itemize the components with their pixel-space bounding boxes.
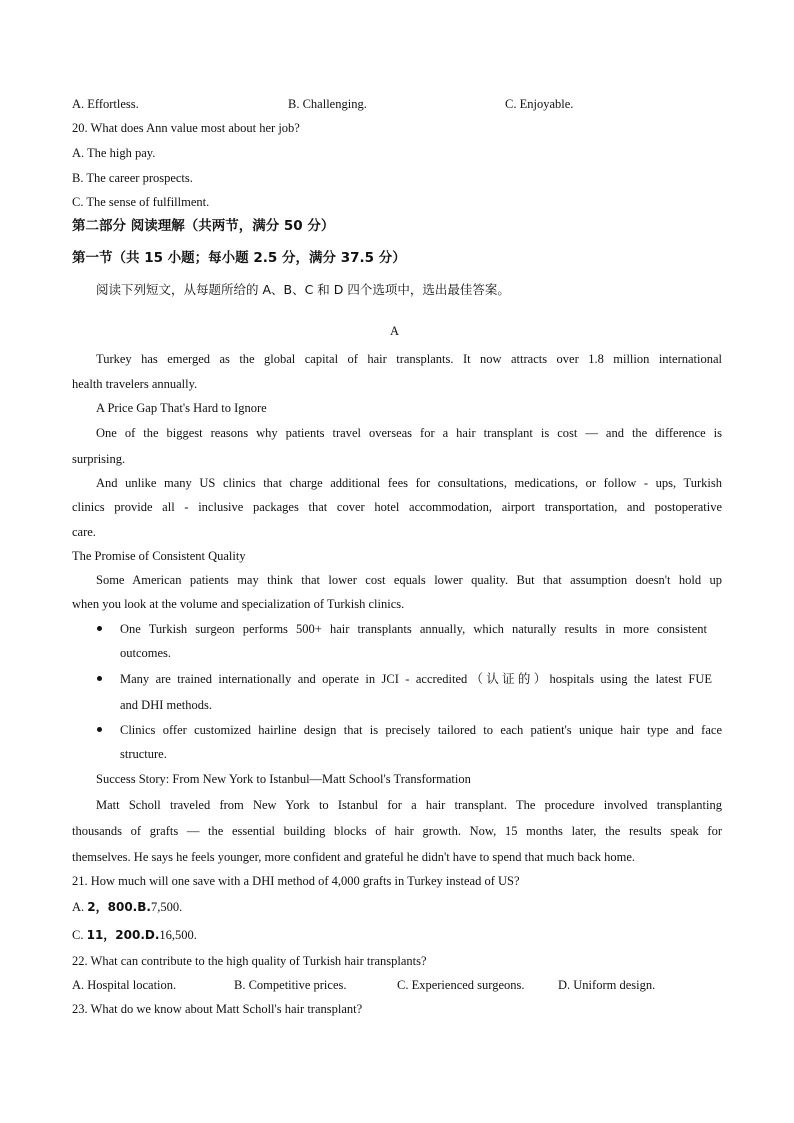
bullet-dot-2 [97, 676, 102, 681]
passage-p5-line1: Matt Scholl traveled from New York to Istanbul for a hair transplant. The procedure involved transplanting [96, 798, 722, 812]
q21-ab-prefix: A. [72, 900, 88, 914]
passage-letter: A [390, 324, 400, 338]
q21-cd-prefix: C. [72, 928, 87, 942]
bullet-1-line2: outcomes. [120, 646, 172, 660]
q21-ab-bold: 2，800.B. [87, 900, 151, 914]
q22-option-b: B. Competitive prices. [234, 978, 347, 992]
q20-option-c: C. The sense of fulfillment. [72, 195, 210, 209]
instruction: 阅读下列短文，从每题所给的 A、B、C 和 D 四个选项中，选出最佳答案。 [96, 282, 510, 297]
q23-stem: 23. What do we know about Matt Scholl's hair transplant? [72, 1002, 363, 1016]
part-title: 第二部分 阅读理解（共两节，满分 50 分） [72, 218, 335, 234]
q21-options-cd [72, 927, 197, 943]
q21-cd-rest: 16,500. [159, 928, 197, 942]
bullet-dot-3 [97, 727, 102, 732]
q19-option-c: C. Enjoyable. [505, 97, 574, 111]
q21-cd-bold: 11，200.D. [86, 928, 160, 942]
passage-p1-line1: Turkey has emerged as the global capital of hair transplants. It now attracts over 1.8 million international [96, 352, 722, 366]
q22-option-d: D. Uniform design. [558, 978, 656, 992]
heading-consistent-quality: The Promise of Consistent Quality [72, 549, 246, 563]
passage-p2-line2: surprising. [72, 452, 126, 466]
q20-option-b: B. The career prospects. [72, 171, 193, 185]
q21-stem: 21. How much will one save with a DHI method of 4,000 grafts in Turkey instead of US? [72, 874, 520, 888]
heading-price-gap: A Price Gap That's Hard to Ignore [96, 401, 267, 415]
q22-option-c: C. Experienced surgeons. [397, 978, 525, 992]
bullet-3-line2: structure. [120, 747, 167, 761]
q20-option-a: A. The high pay. [72, 146, 156, 160]
q19-option-b: B. Challenging. [288, 97, 367, 111]
q21-options-ab [72, 899, 182, 915]
passage-p4-line1: Some American patients may think that lower cost equals lower quality. But that assumption doesn't hold up [96, 573, 722, 587]
passage-p5-line3: themselves. He says he feels younger, more confident and grateful he didn't have to spend that much back home. [72, 850, 636, 864]
passage-p3-line3: care. [72, 525, 96, 539]
passage-p2-line1: One of the biggest reasons why patients travel overseas for a hair transplant is cost — and the difference is [96, 426, 722, 440]
passage-p3-line1: And unlike many US clinics that charge additional fees for consultations, medications, or follow - ups, Turkish [96, 476, 722, 490]
bullet-2-line2: and DHI methods. [120, 698, 212, 712]
bullet-3-line1: Clinics offer customized hairline design that is precisely tailored to each patient's unique hair type and face [120, 723, 722, 737]
passage-p5-line2: thousands of grafts — the essential building blocks of hair growth. Now, 15 months later, the results speak for [72, 824, 722, 838]
passage-p4-line2: when you look at the volume and specialization of Turkish clinics. [72, 597, 405, 611]
section-subtitle: 第一节（共 15 小题；每小题 2.5 分，满分 37.5 分） [72, 250, 406, 266]
q22-stem: 22. What can contribute to the high quality of Turkish hair transplants? [72, 954, 427, 968]
q20-stem: 20. What does Ann value most about her job? [72, 121, 300, 135]
heading-success-story: Success Story: From New York to Istanbul—Matt School's Transformation [96, 772, 471, 786]
bullet-dot-1 [97, 626, 102, 631]
bullet-1-line1: One Turkish surgeon performs 500+ hair transplants annually, which naturally results in more consistent [120, 622, 707, 636]
q19-option-a: A. Effortless. [72, 97, 139, 111]
q21-ab-rest: 7,500. [150, 900, 183, 914]
q22-option-a: A. Hospital location. [72, 978, 177, 992]
passage-p3-line2: clinics provide all - inclusive packages that cover hotel accommodation, airport transportation, and postoperative [72, 500, 722, 514]
bullet-2-line1: Many are trained internationally and operate in JCI - accredited（认证的）hospitals using the latest FUE [120, 672, 712, 686]
passage-p1-line2: health travelers annually. [72, 377, 198, 391]
